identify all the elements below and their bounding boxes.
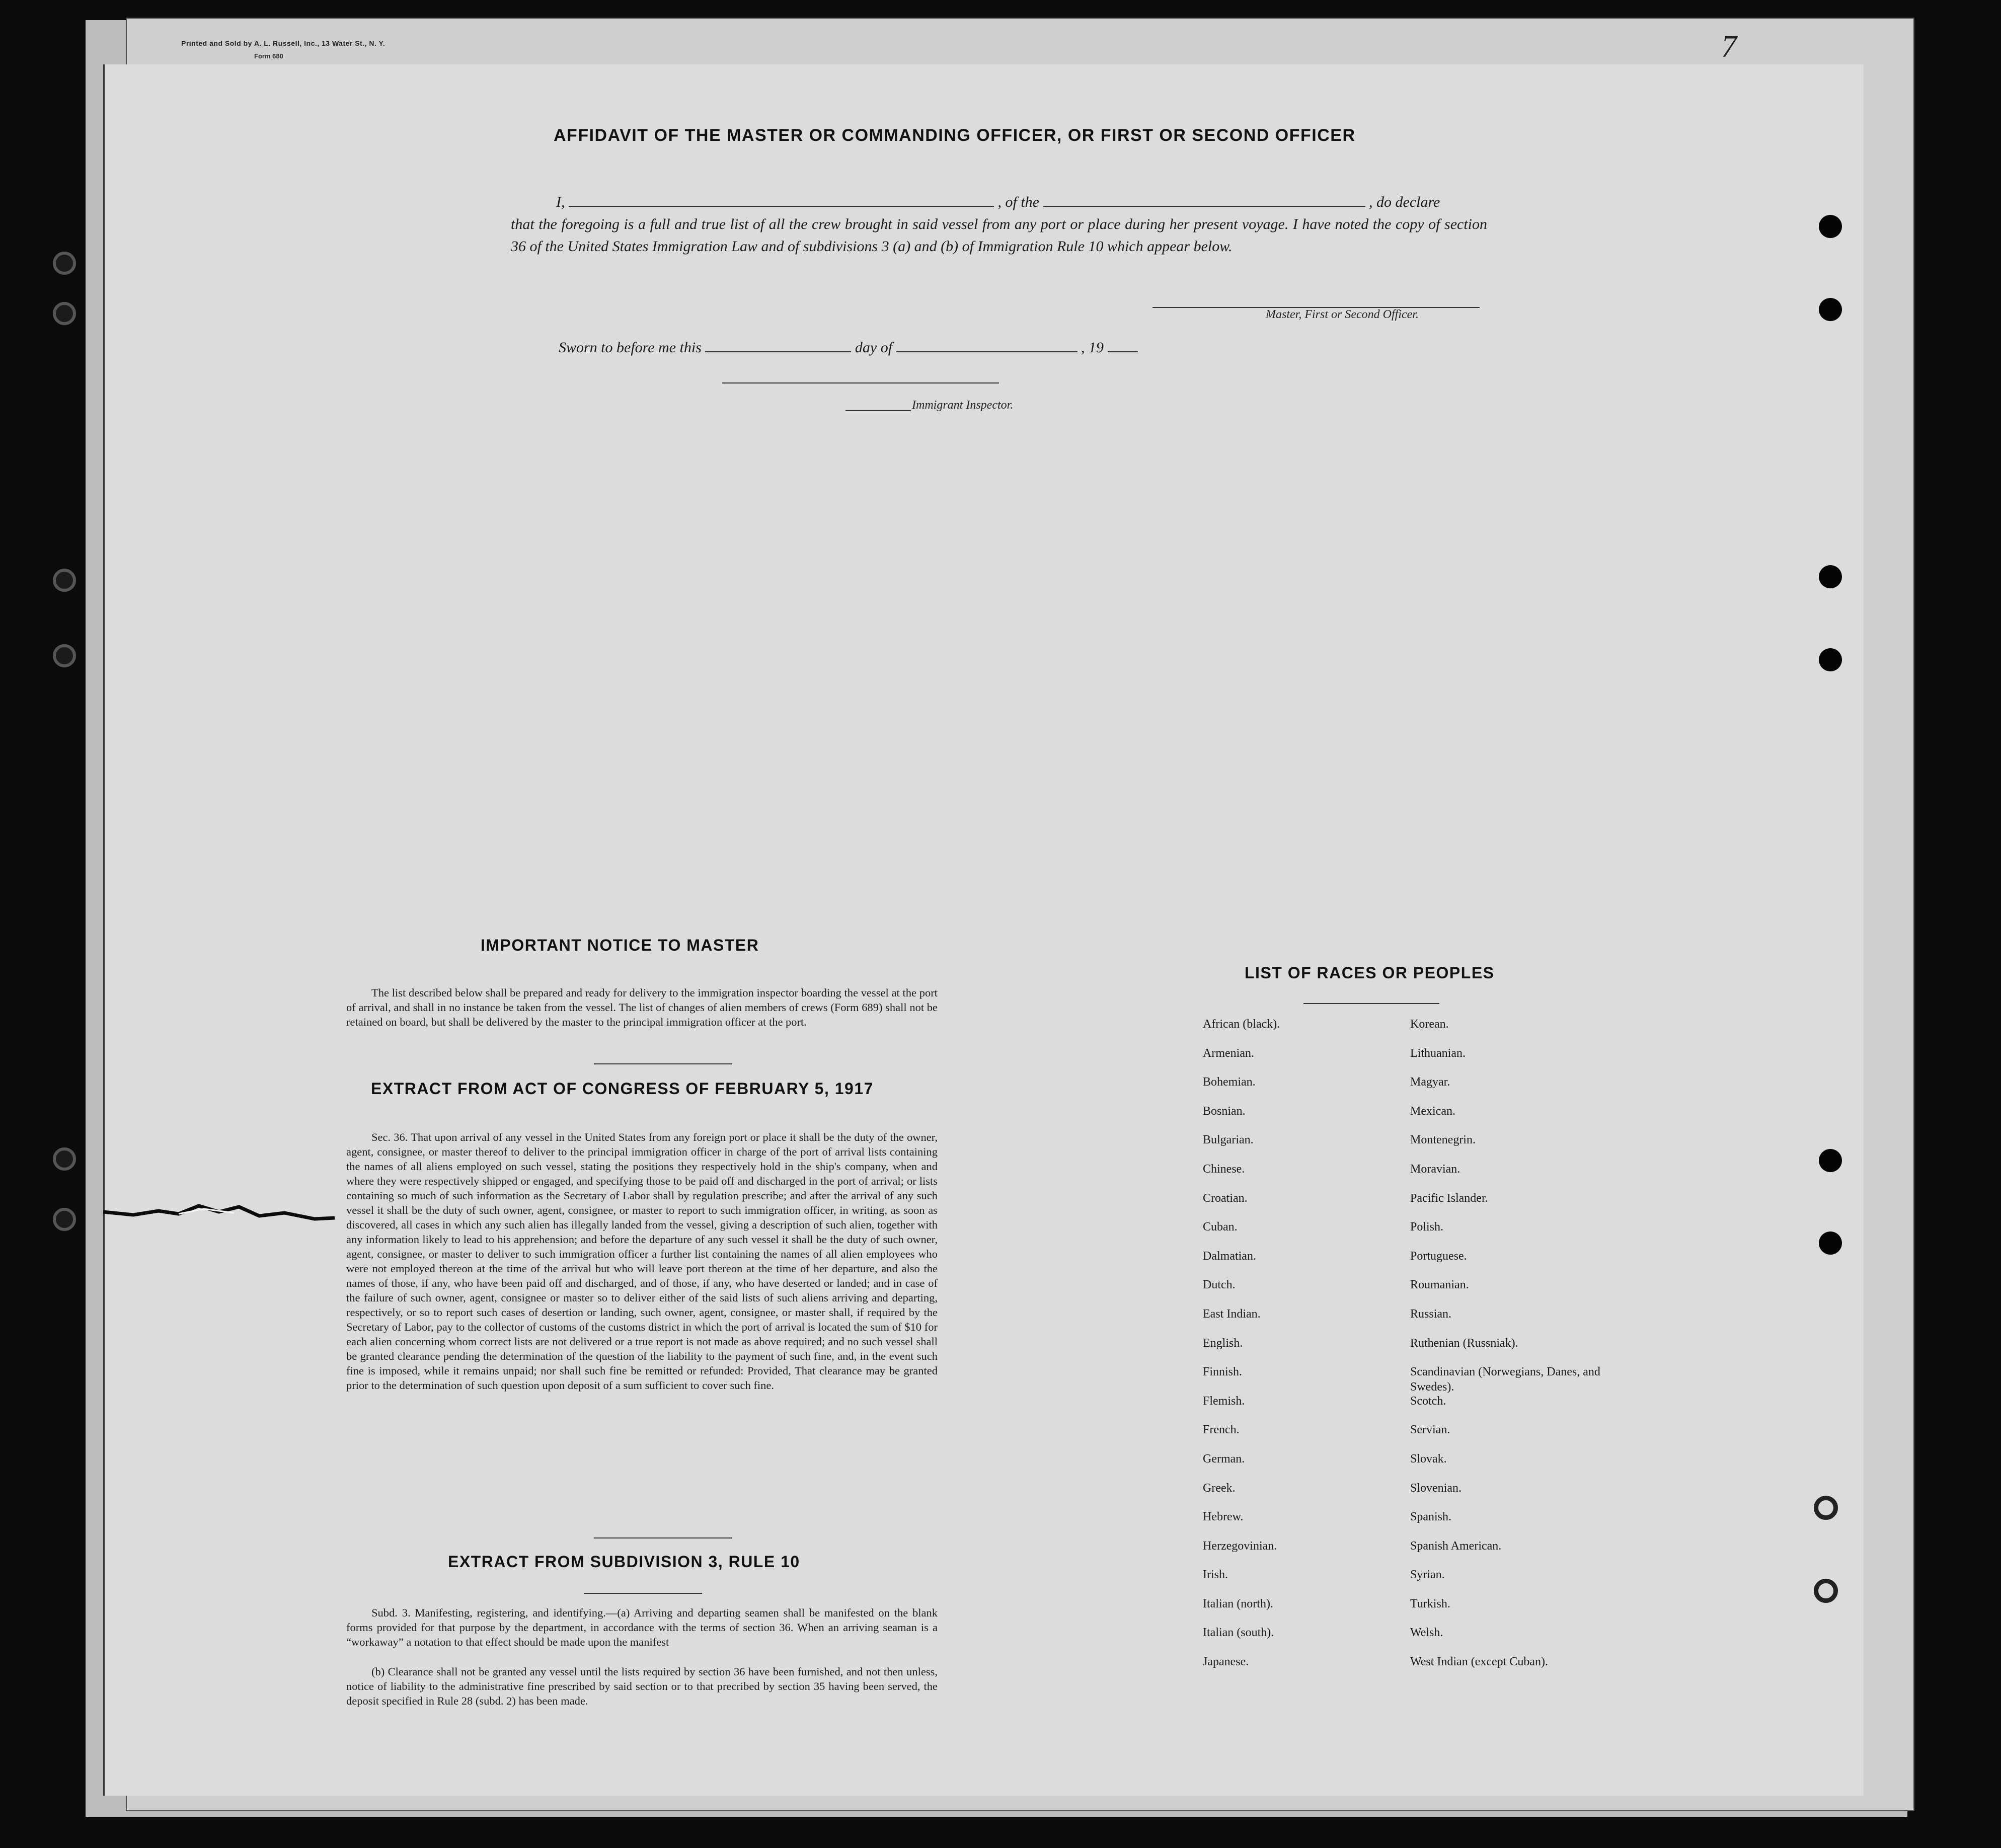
sworn-statement [559,338,1138,356]
race-item: French. [1203,1423,1240,1437]
race-item: Finnish. [1203,1365,1243,1379]
race-item: West Indian (except Cuban). [1410,1655,1548,1669]
race-item: Lithuanian. [1410,1046,1466,1060]
sheet-number-mark: 7 [1721,30,1737,64]
divider [594,1537,732,1538]
race-item: Scotch. [1410,1394,1446,1408]
race-item: Italian (south). [1203,1626,1274,1640]
punch-hole [1819,215,1842,238]
divider [1303,1003,1439,1004]
divider [594,1063,732,1064]
race-item: Slovenian. [1410,1481,1461,1495]
notice-title: IMPORTANT NOTICE TO MASTER [481,936,759,954]
punch-hole [1819,648,1842,671]
race-item: Magyar. [1410,1075,1450,1089]
race-item: Scandinavian (Norwegians, Danes, and Swedes). [1410,1365,1600,1394]
race-item: Turkish. [1410,1597,1450,1610]
rule-extract-title: EXTRACT FROM SUBDIVISION 3, RULE 10 [448,1553,800,1571]
punch-hole [1814,1496,1838,1520]
race-item: Russian. [1410,1307,1452,1321]
section-36-text: Sec. 36. That upon arrival of any vessel in the United States from any foreign port or place it shall be the duty of the owner, agent, consignee, or master thereof to deliver to the principal immigration officer in charge of the port of arrival lists containing the names of all aliens employed on such vessel, stating the positions they respectively hold in the ship's company, when and where they were respectively shipped or engaged, and specifying those to be paid off and discharged in the port of arrival; or lists containing so much of such information as the Secretary of Labor shall by regulation prescribe; and after the arrival of any such vessel it shall be the duty of such owner, agent, consignee, or master to report to such immigration officer, in writing, as soon as discovered, all cases in which any such alien has illegally landed from the vessel, giving a description of such alien, together with any information likely to lead to his apprehension; and before the departure of any such vessel it shall be the duty of such owner, agent, consignee, or master to deliver to such immigration officer a further list containing the names of all alien employees who were not employed thereon at the time of the arrival but who will leave port thereon at the time of her departure, and also the names of those, if any, who have been paid off and discharged, and of those, if any, who have deserted or landed; and in case of the failure of such owner, agent, consignee or master so to deliver either of the said lists of such aliens arriving and departing, respectively, or so to report such cases of desertion or landing, such owner, agent, consignee, or master shall, if required by the Secretary of Labor, pay to the collector of customs of the customs district in which the port of arrival is located the sum of $10 for each alien concerning whom correct lists are not delivered or a true report is not made as above required; and no such vessel shall be granted clearance pending the determination of the question of the liability to the payment of such fine, and, in the event such fine is imposed, while it remains unpaid; nor shall such fine be remitted or refunded: Provided, That clearance may be granted prior to the determination of such question upon deposit of a sum sufficient to cover such fine. [346,1131,938,1392]
race-item: English. [1203,1336,1243,1350]
race-item: Armenian. [1203,1046,1254,1060]
signature-caption: Master, First or Second Officer. [1266,308,1419,321]
race-item: Moravian. [1410,1162,1460,1176]
race-item: Welsh. [1410,1626,1443,1640]
inspector-signature-line[interactable] [722,382,999,383]
binder-hole [53,644,76,667]
notice-text: The list described below shall be prepared and ready for delivery to the immigration inspector boarding the vessel at the port of arrival, and shall in no instance be taken from the vessel. The list of changes of alien members of crews (Form 689) shall not be retained on board, but shall be delivered by the master to the principal immigration officer at the port. [346,986,938,1028]
day-of-label: day of [855,339,893,356]
binder-hole [53,1147,76,1171]
printer-imprint: Printed and Sold by A. L. Russell, Inc., 13 Water St., N. Y. [181,39,386,47]
year-label: , 19 [1081,339,1104,356]
races-title: LIST OF RACES OR PEOPLES [1245,964,1495,982]
name-blank[interactable] [569,193,994,207]
punch-hole [1819,1231,1842,1255]
punch-hole [1814,1579,1838,1603]
affidavit-title: AFFIDAVIT OF THE MASTER OR COMMANDING OFFICER, OR FIRST OR SECOND OFFICER [554,126,1356,145]
affidavit-body: that the foregoing is a full and true list of all the crew brought in said vessel from any port or place during her present voyage. I have noted the copy of section 36 of the United States Immigration Law and of subdivisions 3 (a) and (b) of Immigration Rule 10 which appear below. [511,216,1487,255]
affidavit-do-declare: , do declare [1369,194,1440,210]
race-item: Italian (north). [1203,1597,1273,1610]
affidavit-of-the: , of the [997,194,1039,210]
race-item: Greek. [1203,1481,1236,1495]
race-item: Spanish American. [1410,1539,1502,1553]
race-item: Japanese. [1203,1655,1249,1669]
sworn-prefix: Sworn to before me this [559,339,702,356]
race-item: Bulgarian. [1203,1133,1254,1147]
race-item: Ruthenian (Russniak). [1410,1336,1518,1350]
race-item: Bosnian. [1203,1104,1246,1118]
race-item: German. [1203,1452,1245,1466]
form-number: Form 680 [254,52,283,60]
races-column-1 [1203,1017,1394,1683]
day-blank[interactable] [705,338,851,352]
race-item: East Indian. [1203,1307,1261,1321]
inspector-caption: Immigrant Inspector. [912,399,1014,412]
vessel-blank[interactable] [1043,193,1365,207]
inspector-lead-line [845,410,911,411]
race-item: Roumanian. [1410,1278,1469,1292]
race-item: Servian. [1410,1423,1450,1437]
binder-hole [53,302,76,325]
races-column-2 [1410,1017,1601,1683]
race-item: Slovak. [1410,1452,1447,1466]
punch-hole [1819,1149,1842,1172]
race-item: Pacific Islander. [1410,1191,1488,1205]
race-item: Syrian. [1410,1568,1445,1582]
race-item: Mexican. [1410,1104,1455,1118]
race-item: Flemish. [1203,1394,1245,1408]
binder-hole [53,252,76,275]
binder-hole [53,569,76,592]
year-blank[interactable] [1108,338,1138,352]
race-item: Hebrew. [1203,1510,1244,1524]
race-item: Portuguese. [1410,1249,1467,1263]
race-item: Herzegovinian. [1203,1539,1277,1553]
punch-hole [1819,298,1842,321]
race-item: Dalmatian. [1203,1249,1256,1263]
subdivision-3b-text: (b) Clearance shall not be granted any vessel until the lists required by section 36 have been furnished, and not then unless, notice of liability to the administrative fine prescribed by said section or to that precribed by section 35 having been served, the deposit specified in Rule 28 (subd. 2) has been made. [346,1665,938,1707]
race-item: Cuban. [1203,1220,1238,1234]
race-item: Dutch. [1203,1278,1236,1292]
race-item: Bohemian. [1203,1075,1256,1089]
binder-hole [53,1208,76,1231]
divider [584,1593,702,1594]
paper-tear [103,1203,335,1223]
race-item: Spanish. [1410,1510,1452,1524]
subdivision-3a-text: Subd. 3. Manifesting, registering, and identifying.—(a) Arriving and departing seamen shall be manifested on the blank forms provided for that purpose by the department, in accordance with the terms of section 36. When an arriving seaman is a “workaway” a notation to that effect should be made upon the manifest [346,1606,938,1648]
race-item: African (black). [1203,1018,1280,1031]
race-item: Chinese. [1203,1162,1245,1176]
affidavit-statement [511,191,1487,258]
race-item: Polish. [1410,1220,1444,1234]
race-item: Korean. [1410,1018,1449,1031]
act-extract-title: EXTRACT FROM ACT OF CONGRESS OF FEBRUARY 5, 1917 [371,1080,874,1098]
race-item: Montenegrin. [1410,1133,1476,1147]
month-blank[interactable] [896,338,1078,352]
race-item: Irish. [1203,1568,1228,1582]
punch-hole [1819,565,1842,588]
affidavit-i-label: I, [556,194,565,210]
race-item: Croatian. [1203,1191,1248,1205]
